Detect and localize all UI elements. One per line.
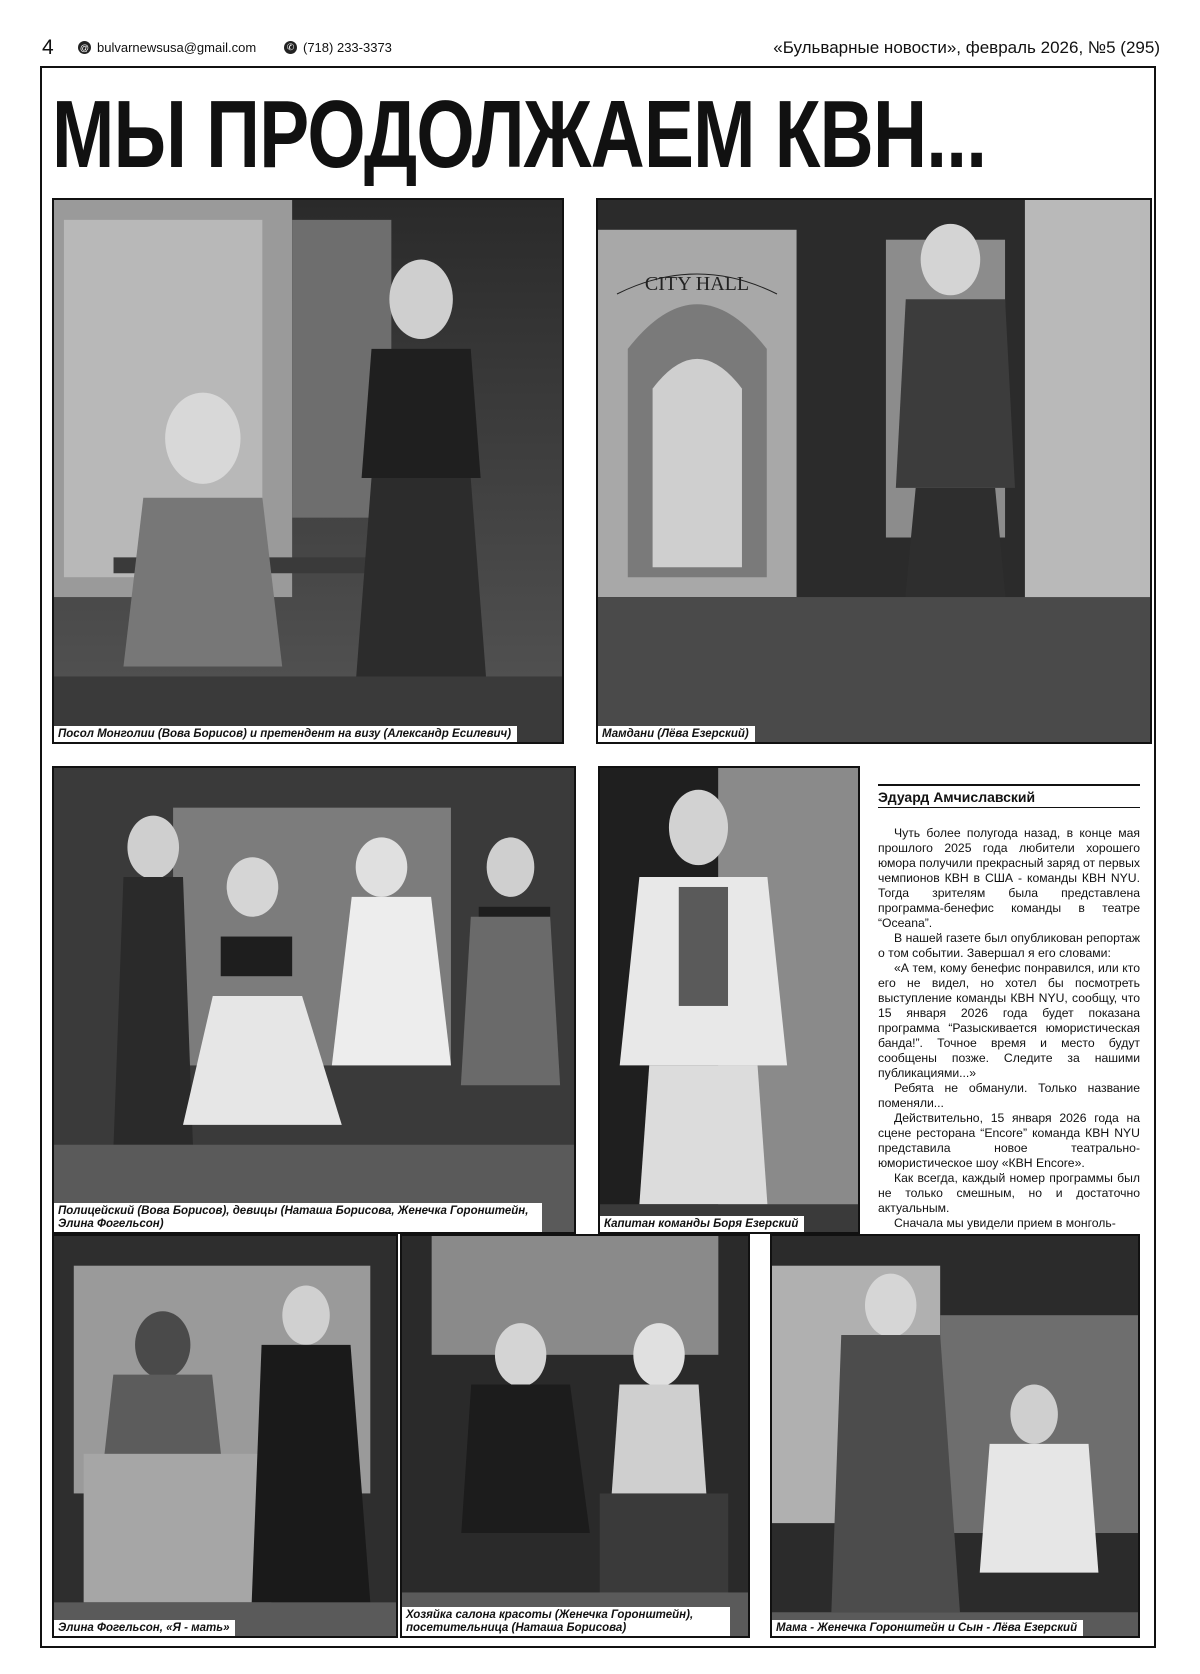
photo-mother (52, 1234, 398, 1638)
stage-photo (54, 1236, 396, 1636)
stage-photo (600, 768, 858, 1232)
article (878, 784, 1140, 1231)
article-body (878, 826, 1140, 1231)
photo-mongolia-ambassador (52, 198, 564, 744)
photo-caption: Полицейский (Вова Борисов), девицы (Наташа Борисова, Женечка Горонштейн, Элина Фогельсон) (54, 1203, 542, 1232)
article-paragraph: В нашей газете был опубликован репортаж о том событии. Завершал я его словами: (878, 931, 1140, 960)
phone-contact (284, 40, 392, 55)
stage-photo (402, 1236, 748, 1636)
page-number: 4 (42, 36, 54, 59)
city-hall-sign (612, 260, 782, 300)
stage-photo (54, 768, 574, 1232)
photo-captain (598, 766, 860, 1234)
headline: МЫ ПРОДОЛЖАЕМ КВН... (52, 81, 987, 188)
article-paragraph: «А тем, кому бенефис понравился, или кто его не видел, но хотел бы посмотреть выступление команды КВН NYU, сообщу, что 15 января 2026 года будет показана программа “Разыскивается юмористическая банда!”. Точное время и место будут сообщены позже. Следите за нашими публикациями...» (878, 961, 1140, 1080)
photo-caption: Элина Фогельсон, «Я - мать» (54, 1620, 235, 1636)
photo-caption: Капитан команды Боря Езерский (600, 1216, 804, 1232)
article-paragraph: Действительно, 15 января 2026 года на сцене ресторана “Encore” команда КВН NYU представила новое театрально-юмористическое шоу «КВН Encore». (878, 1111, 1140, 1170)
phone-icon: ✆ (284, 41, 297, 54)
photo-caption: Мама - Женечка Горонштейн и Сын - Лёва Езерский (772, 1620, 1083, 1636)
photo-mamdani (596, 198, 1152, 744)
article-paragraph: Как всегда, каждый номер программы был не только смешным, но и достаточно актуальным. (878, 1171, 1140, 1215)
article-paragraph: Ребята не обманули. Только название поменяли... (878, 1081, 1140, 1110)
photo-caption: Посол Монголии (Вова Борисов) и претендент на визу (Александр Есилевич) (54, 726, 517, 742)
article-paragraph: Сначала мы увидели прием в монголь- (894, 1216, 1116, 1230)
photo-caption: Хозяйка салона красоты (Женечка Горонштейн), посетительница (Наташа Борисова) (402, 1607, 730, 1636)
city-hall-text: CITY HALL (644, 273, 750, 295)
email-contact (78, 40, 256, 55)
photo-beauty-salon (400, 1234, 750, 1638)
page-header (40, 38, 1160, 62)
phone-text: (718) 233-3373 (303, 40, 392, 55)
photo-police (52, 766, 576, 1234)
stage-photo (772, 1236, 1138, 1636)
issue-line: «Бульварные новости», февраль 2026, №5 (295) (773, 38, 1160, 57)
photo-caption: Мамдани (Лёва Езерский) (598, 726, 755, 742)
email-text: bulvarnewsusa@gmail.com (97, 40, 257, 55)
stage-photo (54, 200, 562, 742)
email-icon: @ (79, 42, 90, 53)
article-author: Эдуард Амчиславский (878, 784, 1140, 808)
article-paragraph: Чуть более полугода назад, в конце мая прошлого 2025 года любители хорошего юмора получили прекрасный заряд от первых чемпионов КВН в США - команды КВН NYU. Тогда зрителям была представлена программа-бенефис команды в театре “Oceana”. (878, 826, 1140, 930)
photo-mother-son (770, 1234, 1140, 1638)
